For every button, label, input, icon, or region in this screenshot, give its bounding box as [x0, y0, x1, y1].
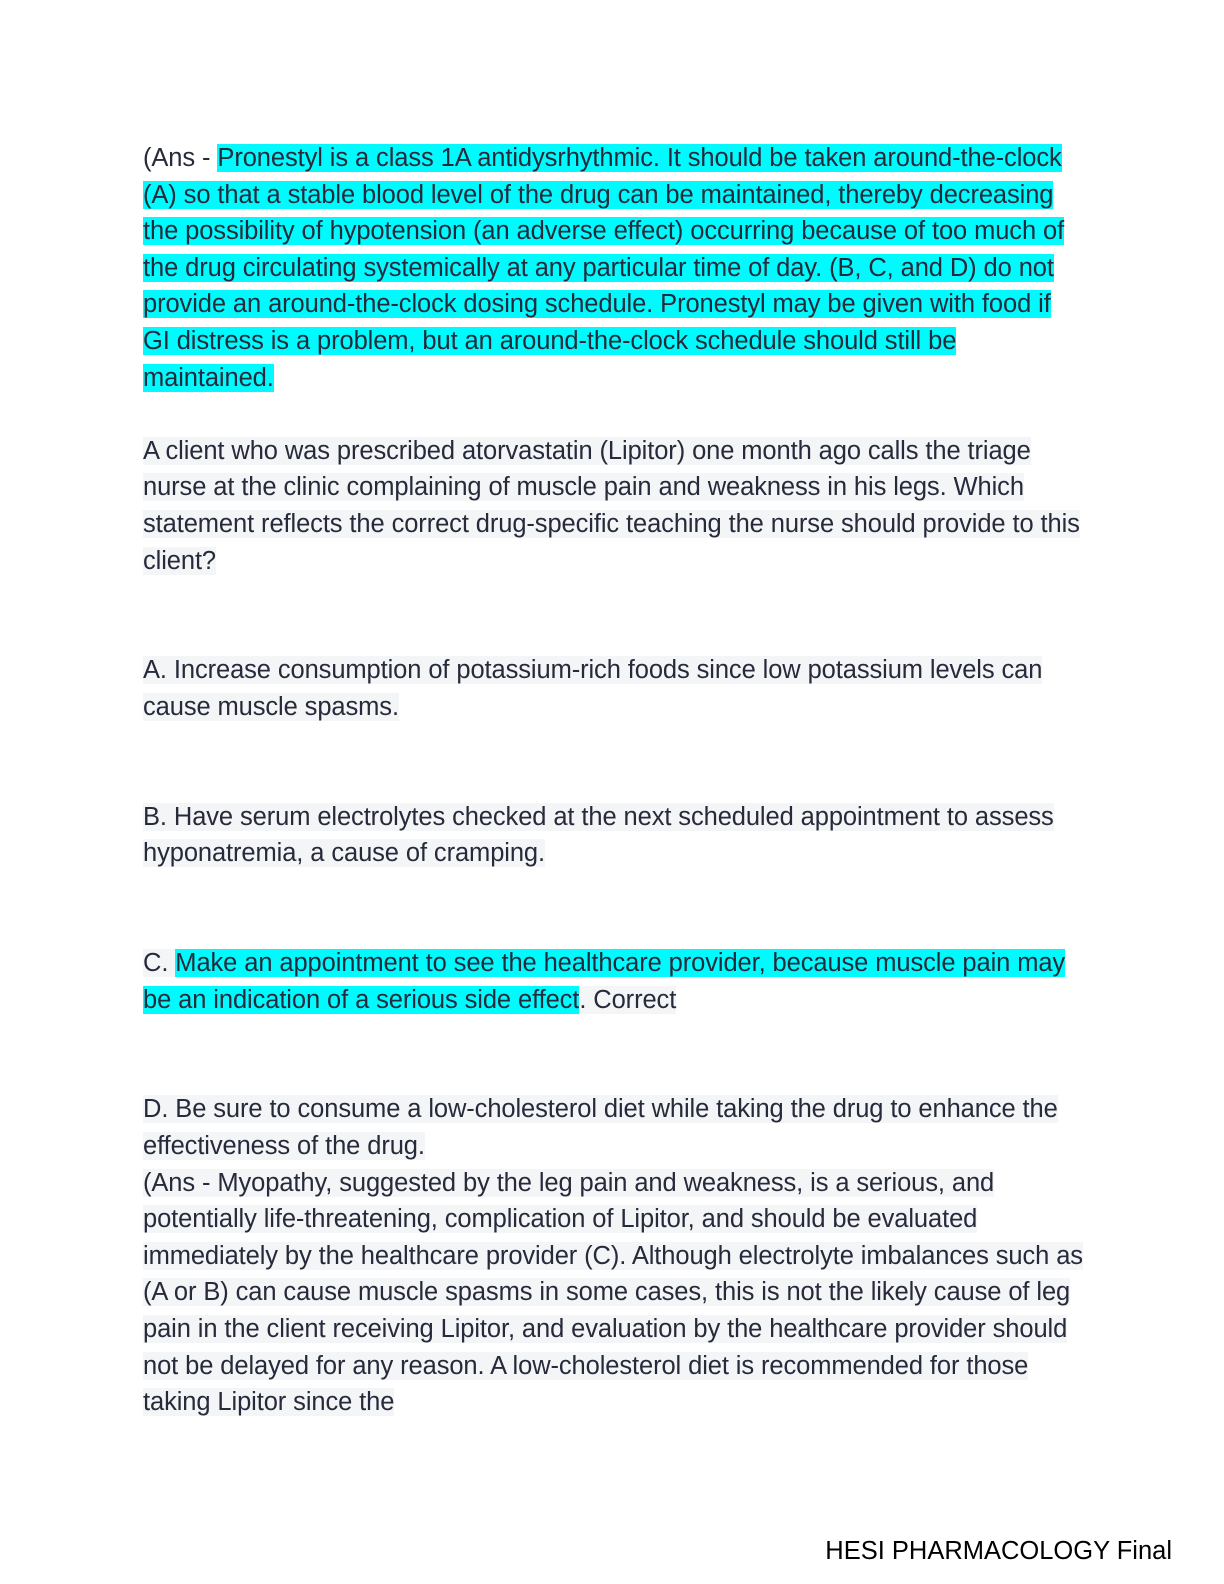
option-b	[143, 799, 1083, 872]
option-c-highlighted-text: Make an appointment to see the healthcare provider, because muscle pain may be an indication of a serious side effect	[143, 949, 1066, 1014]
spacer	[143, 872, 1083, 945]
option-a	[143, 652, 1083, 725]
question-rationale	[143, 1165, 1083, 1421]
option-b-text: B. Have serum electrolytes checked at the next scheduled appointment to assess hyponatremia, a cause of cramping.	[143, 802, 1054, 868]
previous-answer-rationale	[143, 140, 1083, 396]
question-stem-text: A client who was prescribed atorvastatin (Lipitor) one month ago calls the triage nurse at the clinic complaining of muscle pain and weakness in his legs. Which statement reflects the correct drug-specific teaching the nurse should provide to this client?	[143, 436, 1080, 575]
option-c-correct-marker: . Correct	[579, 985, 677, 1014]
document-body	[143, 140, 1083, 1421]
spacer	[143, 396, 1083, 433]
highlighted-answer-text: Pronestyl is a class 1A antidysrhythmic. It should be taken around-the-clock (A) so that a stable blood level of the drug can be maintained, thereby decreasing the possibility of hypotension (an adverse effect) occurring because of too much of the drug circulating systemically at any particular time of day. (B, C, and D) do not provide an around-the-clock dosing schedule. Pronestyl may be given with food if GI distress is a problem, but an around-the-clock schedule should still be maintained.	[143, 144, 1065, 392]
option-a-text: A. Increase consumption of potassium-rich foods since low potassium levels can cause muscle spasms.	[143, 656, 1043, 721]
option-d	[143, 1091, 1083, 1164]
spacer	[143, 726, 1083, 799]
option-d-text: D. Be sure to consume a low-cholesterol diet while taking the drug to enhance the effectiveness of the drug.	[143, 1095, 1058, 1161]
question-rationale-text: (Ans - Myopathy, suggested by the leg pain and weakness, is a serious, and potentially life-threatening, complication of Lipitor, and should be evaluated immediately by the healthcare provider (C). Although electrolyte imbalances such as (A or B) can cause muscle spasms in some cases, this is not the likely cause of leg pain in the client receiving Lipitor, and evaluation by the healthcare provider should not be delayed for any reason. A low-cholesterol diet is recommended for those taking Lipitor since the	[143, 1168, 1083, 1417]
option-c-prefix: C.	[143, 949, 176, 978]
spacer	[143, 579, 1083, 652]
page-footer-title: HESI PHARMACOLOGY Final	[825, 1537, 1172, 1565]
option-c	[143, 945, 1083, 1018]
answer-prefix: (Ans -	[143, 144, 218, 172]
spacer	[143, 1018, 1083, 1091]
question-stem	[143, 433, 1083, 579]
